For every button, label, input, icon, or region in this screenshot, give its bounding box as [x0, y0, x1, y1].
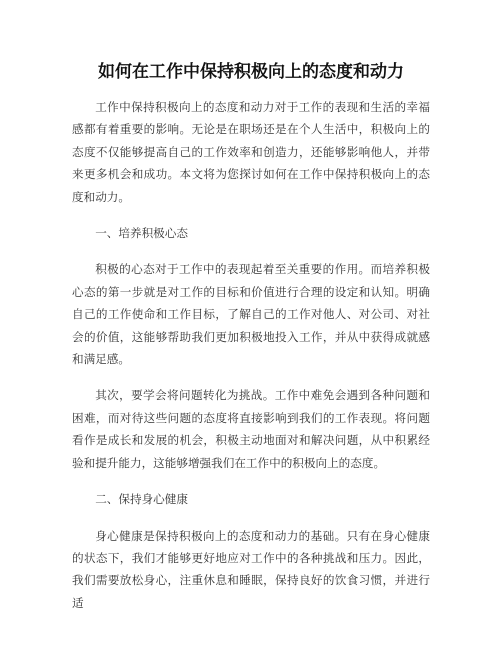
section2-paragraph-1: 身心健康是保持积极向上的态度和动力的基础。只有在身心健康的状态下，我们才能够更好地应对工作中的各种挑战和压力。因此，我们需要放松身心，注重休息和睡眠，保持良好的饮食习惯，并进行适	[72, 528, 430, 610]
section1-paragraph-2: 其次，要学会将问题转化为挑战。工作中难免会遇到各种问题和困难，而对待这些问题的态度将直接影响到我们的工作表现。将问题看作是成长和发展的机会，积极主动地面对和解决问题，从中积累经验和提升能力，这能够增强我们在工作中的积极向上的态度。	[72, 388, 430, 470]
intro-paragraph: 工作中保持积极向上的态度和动力对于工作的表现和生活的幸福感都有着重要的影响。无论是在职场还是在个人生活中，积极向上的态度不仅能够提高自己的工作效率和创造力，还能够影响他人，并带来更多机会和成功。本文将为您探讨如何在工作中保持积极向上的态度和动力。	[72, 100, 430, 204]
section1-paragraph-1: 积极的心态对于工作中的表现起着至关重要的作用。而培养积极心态的第一步就是对工作的目标和价值进行合理的设定和认知。明确自己的工作使命和工作目标，了解自己的工作对他人、对公司、对社会的价值，这能够帮助我们更加积极地投入工作，并从中获得成就感和满足感。	[72, 262, 430, 367]
document-title: 如何在工作中保持积极向上的态度和动力	[98, 62, 404, 82]
section-heading-2: 二、保持身心健康	[95, 492, 188, 507]
section-heading-1: 一、培养积极心态	[95, 226, 188, 241]
